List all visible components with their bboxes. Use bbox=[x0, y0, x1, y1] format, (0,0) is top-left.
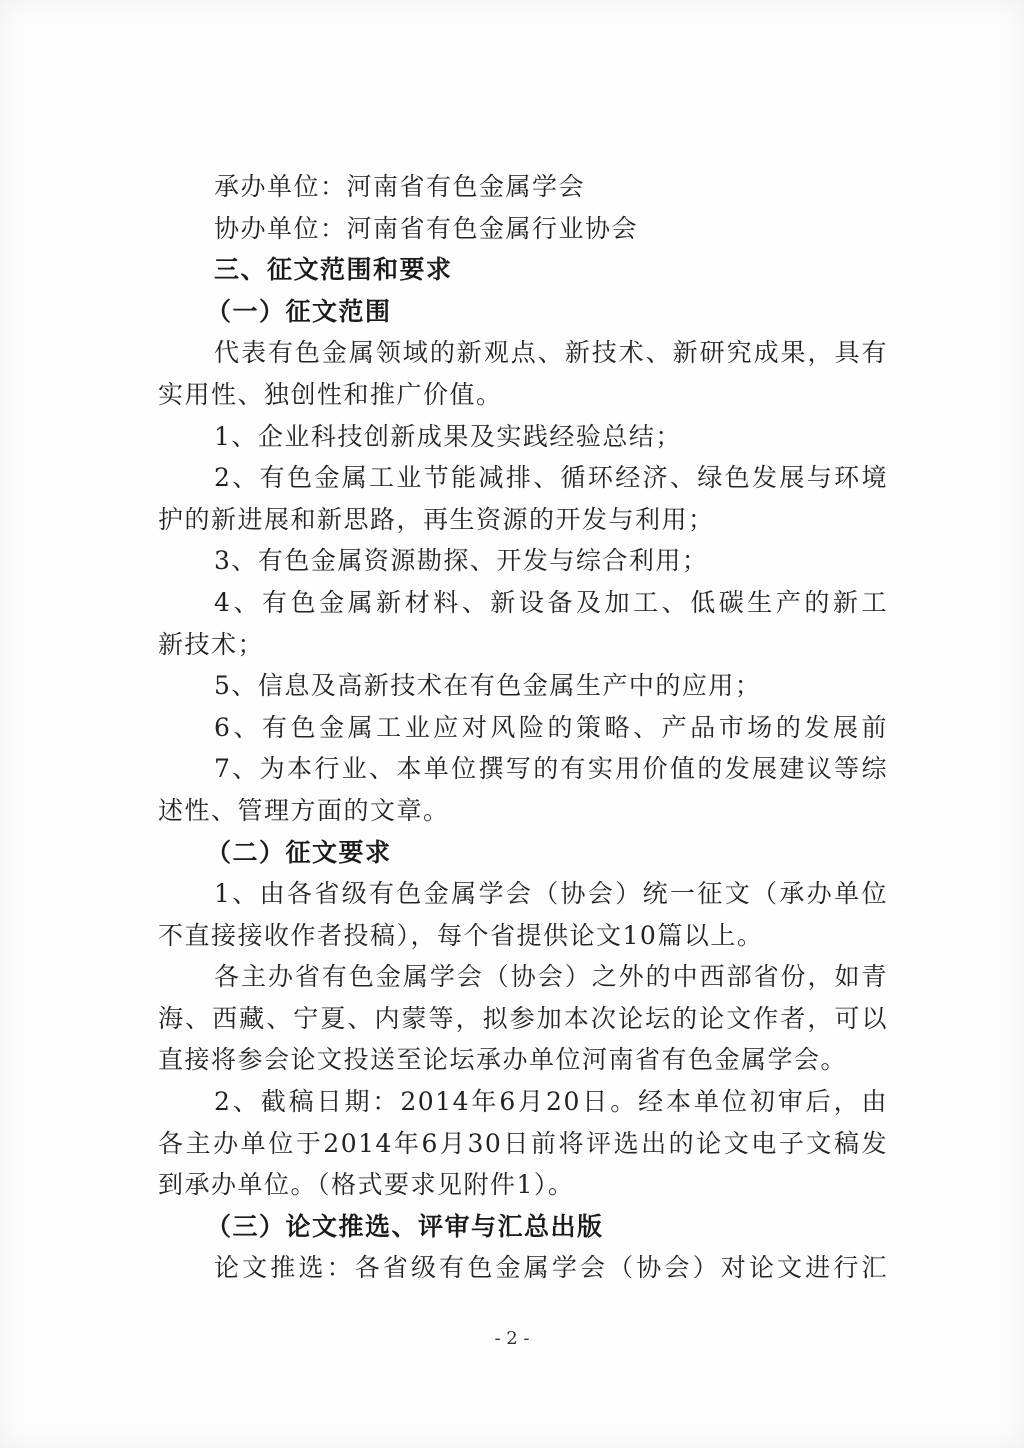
organizer-line: 承办单位：河南省有色金属学会 bbox=[214, 172, 586, 201]
document-body bbox=[158, 166, 888, 1289]
paragraph-line: 不直接接收作者投稿），每个省提供论文10篇以上。 bbox=[158, 920, 764, 950]
list-item: 1、企业科技创新成果及实践经验总结； bbox=[214, 421, 682, 451]
paragraph-line: 各主办单位于2014年6月30日前将评选出的论文电子文稿发 bbox=[158, 1128, 888, 1158]
paragraph-line: 直接将参会论文投送至论坛承办单位河南省有色金属学会。 bbox=[158, 1045, 848, 1075]
paragraph-line: 2、截稿日期：2014年6月20日。经本单位初审后，由 bbox=[214, 1087, 888, 1117]
list-item: 5、信息及高新技术在有色金属生产中的应用； bbox=[214, 671, 762, 701]
subsection-heading-2: （二）征文要求 bbox=[206, 837, 392, 867]
subsection-heading-3: （三）论文推选、评审与汇总出版 bbox=[206, 1211, 604, 1241]
list-item: 4、有色金属新材料、新设备及加工、低碳生产的新工 bbox=[214, 587, 888, 617]
list-item: 3、有色金属资源勘探、开发与综合利用； bbox=[214, 546, 709, 576]
list-item: 7、为本行业、本单位撰写的有实用价值的发展建议等综 bbox=[214, 754, 888, 784]
list-item-continuation: 新技术； bbox=[158, 629, 265, 659]
subsection-heading-1: （一）征文范围 bbox=[206, 296, 392, 326]
paragraph-line: 实用性、独创性和推广价值。 bbox=[158, 379, 503, 409]
paragraph-line: 海、西藏、宁夏、内蒙等，拟参加本次论坛的论文作者，可以 bbox=[158, 1003, 888, 1033]
list-item: 2、有色金属工业节能减排、循环经济、绿色发展与环境 bbox=[214, 463, 888, 493]
paragraph-line: 1、由各省级有色金属学会（协会）统一征文（承办单位 bbox=[214, 879, 888, 909]
paragraph-line: 论文推选：各省级有色金属学会（协会）对论文进行汇 bbox=[214, 1253, 888, 1283]
list-item-continuation: 护的新进展和新思路，再生资源的开发与利用； bbox=[158, 504, 715, 534]
section-heading-3: 三、征文范围和要求 bbox=[214, 255, 453, 285]
page-number: - 2 - bbox=[494, 1328, 530, 1349]
co-organizer-line: 协办单位：河南省有色金属行业协会 bbox=[214, 213, 639, 243]
paragraph-line: 各主办省有色金属学会（协会）之外的中西部省份，如青 bbox=[214, 962, 888, 992]
paragraph-line: 代表有色金属领域的新观点、新技术、新研究成果，具有 bbox=[214, 338, 888, 368]
list-item: 6、有色金属工业应对风险的策略、产品市场的发展前 bbox=[214, 712, 888, 742]
paragraph-line: 到承办单位。（格式要求见附件1）。 bbox=[158, 1170, 575, 1200]
list-item-continuation: 述性、管理方面的文章。 bbox=[158, 795, 450, 825]
